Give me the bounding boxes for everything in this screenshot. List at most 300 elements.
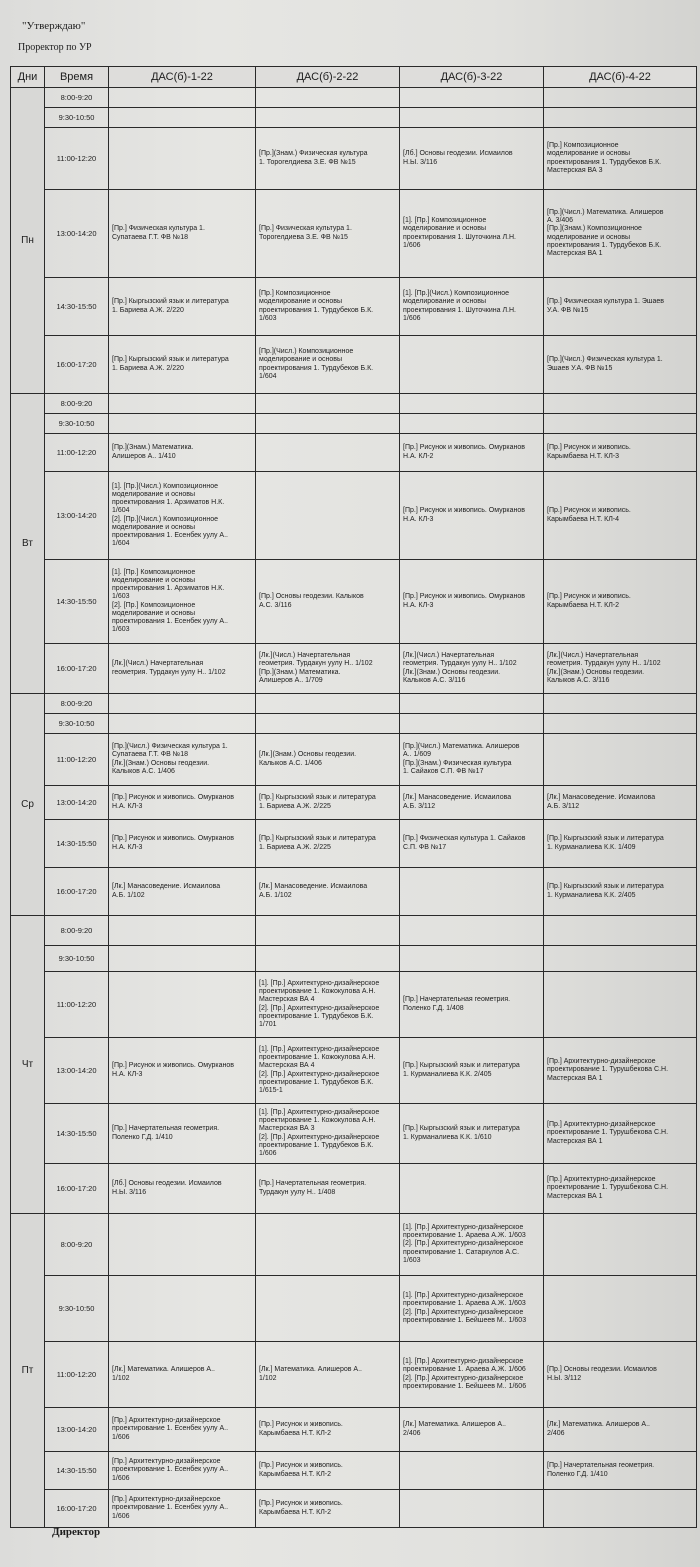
class-cell	[544, 278, 697, 336]
class-cell	[544, 108, 697, 128]
class-entry-line: проектирования 1. Арзиматов Н.К.	[112, 499, 225, 507]
class-entry-line: проектирования 1. Есенбек уулу А..	[112, 531, 228, 539]
class-entry-line: [Пр.] Рисунок и живопись. Омурканов	[403, 593, 526, 601]
class-cell	[109, 1452, 256, 1490]
class-entry-line: Мастерская ВА 3	[259, 1125, 315, 1133]
class-entry-line: Турдакун уулу Н.. 1/408	[259, 1188, 336, 1196]
class-cell	[400, 1490, 544, 1528]
class-cell	[400, 1408, 544, 1452]
class-cell	[400, 108, 544, 128]
class-entry-line: моделирование и основы	[112, 490, 195, 498]
class-entry-line: Карымбаева Н.Т. КЛ-2	[547, 601, 620, 609]
time-slot: 13:00-14:20	[45, 190, 109, 278]
time-slot: 13:00-14:20	[45, 1038, 109, 1104]
class-entry-line: проектирование 1. Кожокулова А.Н.	[259, 1117, 376, 1125]
class-cell	[256, 472, 400, 560]
class-entry-line: [Пр.] Физическая культура 1.	[112, 225, 205, 233]
class-cell	[400, 868, 544, 916]
class-entry-line: Супатаева Г.Т. ФВ №18	[112, 751, 188, 759]
class-cell	[256, 414, 400, 434]
time-slot: 9:30-10:50	[45, 946, 109, 972]
class-cell	[400, 434, 544, 472]
class-cell	[256, 1452, 400, 1490]
class-cell	[109, 394, 256, 414]
table-row	[11, 472, 697, 560]
class-entry-line: 1. Курманалиева К.К. 2/405	[547, 891, 636, 899]
time-slot: 13:00-14:20	[45, 472, 109, 560]
day-label: Чт	[11, 916, 45, 1214]
class-entry-line: моделирование и основы	[259, 298, 342, 306]
class-cell	[544, 190, 697, 278]
table-row	[11, 786, 697, 820]
class-entry-line: 1/606	[403, 314, 421, 322]
class-cell	[256, 560, 400, 644]
class-entry-line: проектирование 1. Турдубеков Б.К.	[259, 1012, 374, 1020]
time-slot: 8:00-9:20	[45, 1214, 109, 1276]
table-header-row	[11, 67, 697, 88]
class-cell	[109, 946, 256, 972]
time-slot: 11:00-12:20	[45, 434, 109, 472]
table-row	[11, 128, 697, 190]
class-cell	[256, 1342, 400, 1408]
class-cell	[400, 1214, 544, 1276]
class-cell	[400, 190, 544, 278]
day-label: Пн	[11, 88, 45, 394]
class-entry-line: проектирования 1. Турдубеков Б.К.	[259, 306, 374, 314]
table-row	[11, 694, 697, 714]
class-cell	[256, 190, 400, 278]
class-cell	[400, 916, 544, 946]
class-cell	[400, 560, 544, 644]
time-slot: 16:00-17:20	[45, 1164, 109, 1214]
class-entry-line: [Пр.](Знам.) Математика.	[259, 668, 341, 676]
time-slot: 16:00-17:20	[45, 868, 109, 916]
class-cell	[256, 1490, 400, 1528]
class-entry-line: Поленко Г.Д. 1/410	[547, 1470, 608, 1478]
class-entry-line: проектирование 1. Араева А.Ж. 1/603	[403, 1300, 526, 1308]
class-cell	[544, 1276, 697, 1342]
class-entry-line: [Лб.] Основы геодезии. Исмаилов	[403, 150, 513, 158]
class-cell	[400, 472, 544, 560]
class-entry-line: Торогелдиева З.Е. ФВ №15	[259, 233, 348, 241]
class-cell	[109, 1214, 256, 1276]
class-entry-line: проектирование 1. Турдубеков Б.К.	[259, 1141, 374, 1149]
class-entry-line: 1/606	[403, 241, 421, 249]
class-cell	[109, 1164, 256, 1214]
class-entry-line: проектирования 1. Шуточкина Л.Н.	[403, 306, 516, 314]
class-cell	[400, 336, 544, 394]
class-entry-line: [1]. [Пр.](Числ.) Композиционное	[403, 290, 509, 298]
time-slot: 14:30-15:50	[45, 1452, 109, 1490]
table-row	[11, 336, 697, 394]
class-entry-line: А.Б. 1/102	[112, 891, 145, 899]
class-entry-line: [Пр.] Архитектурно-дизайнерское	[547, 1121, 656, 1129]
time-slot: 14:30-15:50	[45, 820, 109, 868]
class-cell	[544, 1214, 697, 1276]
class-entry-line: Мастерская ВА 4	[259, 996, 315, 1004]
class-cell	[544, 714, 697, 734]
class-entry-line: [Пр.] Кыргызский язык и литература	[547, 883, 664, 891]
class-cell	[109, 190, 256, 278]
class-entry-line: [Пр.] Архитектурно-дизайнерское	[112, 1496, 221, 1504]
table-row	[11, 394, 697, 414]
class-entry-line: 2/406	[547, 1429, 565, 1437]
class-cell	[109, 128, 256, 190]
class-entry-line: [Пр.] Архитектурно-дизайнерское	[112, 1417, 221, 1425]
class-cell	[400, 734, 544, 786]
class-entry-line: Супатаева Г.Т. ФВ №18	[112, 233, 188, 241]
class-entry-line: [Лк.](Числ.) Начертательная	[259, 652, 351, 660]
table-row	[11, 820, 697, 868]
table-row	[11, 946, 697, 972]
class-entry-line: [Пр.] Архитектурно-дизайнерское	[547, 1176, 656, 1184]
time-slot: 11:00-12:20	[45, 1342, 109, 1408]
class-entry-line: [Пр.] Архитектурно-дизайнерское	[112, 1458, 221, 1466]
class-entry-line: [Пр.] Рисунок и живопись. Омурканов	[403, 507, 526, 515]
class-entry-line: Н.А. КЛ-3	[403, 515, 434, 523]
class-cell	[400, 694, 544, 714]
class-entry-line: [Пр.] Композиционное	[259, 290, 331, 298]
class-entry-line: [Лк.](Знам.) Основы геодезии.	[259, 751, 357, 759]
class-entry-line: [1]. [Пр.] Композиционное	[403, 217, 487, 225]
class-entry-line: Мастерская ВА 1	[547, 249, 603, 257]
table-row	[11, 1164, 697, 1214]
time-slot: 13:00-14:20	[45, 1408, 109, 1452]
class-cell	[400, 820, 544, 868]
table-row	[11, 972, 697, 1038]
day-label: Вт	[11, 394, 45, 694]
class-entry-line: [Пр.] Начертательная геометрия.	[547, 1462, 655, 1470]
class-cell	[400, 88, 544, 108]
class-entry-line: [Лк.](Числ.) Начертательная	[547, 652, 639, 660]
table-row	[11, 1342, 697, 1408]
class-entry-line: проектирование 1. Турдубеков Б.К.	[259, 1078, 374, 1086]
class-entry-line: 1. Курманалиева К.К. 2/405	[403, 1070, 492, 1078]
class-entry-line: проектирование 1. Сатаркулов А.С.	[403, 1248, 520, 1256]
class-cell	[400, 414, 544, 434]
class-cell	[544, 820, 697, 868]
time-slot: 14:30-15:50	[45, 560, 109, 644]
class-entry-line: [Пр.] Кыргызский язык и литература	[403, 1062, 520, 1070]
class-entry-line: [Пр.] Рисунок и живопись.	[259, 1500, 343, 1508]
time-slot: 14:30-15:50	[45, 278, 109, 336]
class-entry-line: 1/606	[112, 1512, 130, 1520]
table-row	[11, 560, 697, 644]
class-entry-line: Мастерская ВА 1	[547, 1137, 603, 1145]
class-cell	[544, 472, 697, 560]
class-cell	[400, 786, 544, 820]
class-entry-line: 1/606	[112, 1433, 130, 1441]
class-entry-line: проектирование 1. Араева А.Ж. 1/606	[403, 1366, 526, 1374]
class-entry-line: [Лк.] Математика. Алишеров А..	[403, 1421, 506, 1429]
class-entry-line: проектирования 1. Шуточкина Л.Н.	[403, 233, 516, 241]
time-slot: 9:30-10:50	[45, 1276, 109, 1342]
class-entry-line: [Пр.] Рисунок и живопись. Омурканов	[112, 1062, 235, 1070]
class-entry-line: геометрия. Турдакун уулу Н.. 1/102	[259, 660, 373, 668]
prorector-label: Проректор по УР	[18, 42, 92, 53]
time-slot: 9:30-10:50	[45, 108, 109, 128]
class-cell	[544, 414, 697, 434]
class-cell	[544, 128, 697, 190]
class-entry-line: [Пр.](Числ.) Физическая культура 1.	[112, 743, 228, 751]
class-cell	[109, 694, 256, 714]
class-entry-line: 1/701	[259, 1020, 277, 1028]
class-cell	[400, 1104, 544, 1164]
class-entry-line: [Пр.] Начертательная геометрия.	[259, 1180, 367, 1188]
class-entry-line: [1]. [Пр.] Архитектурно-дизайнерское	[259, 1108, 380, 1116]
class-cell	[400, 278, 544, 336]
class-entry-line: 1/604	[112, 540, 130, 548]
class-cell	[544, 1490, 697, 1528]
class-entry-line: проектирование 1. Есенбек уулу А..	[112, 1425, 229, 1433]
class-cell	[544, 972, 697, 1038]
class-entry-line: 1. Бариева А.Ж. 2/220	[112, 306, 184, 314]
time-slot: 11:00-12:20	[45, 734, 109, 786]
class-entry-line: [Пр.] Кыргызский язык и литература	[259, 794, 376, 802]
time-slot: 11:00-12:20	[45, 128, 109, 190]
class-entry-line: 1/603	[112, 626, 130, 634]
class-entry-line: проектирование 1. Турушбекова С.Н.	[547, 1066, 669, 1074]
class-entry-line: [2]. [Пр.] Архитектурно-дизайнерское	[403, 1308, 524, 1316]
class-cell	[400, 946, 544, 972]
class-entry-line: А.С. 3/116	[259, 601, 292, 609]
class-cell	[400, 972, 544, 1038]
class-cell	[256, 336, 400, 394]
class-cell	[544, 1408, 697, 1452]
class-entry-line: Мастерская ВА 4	[259, 1062, 315, 1070]
class-entry-line: [Пр.] Рисунок и живопись.	[547, 507, 631, 515]
class-entry-line: 1. Бариева А.Ж. 2/225	[259, 843, 331, 851]
class-entry-line: моделирование и основы	[112, 609, 195, 617]
class-entry-line: проектирования 1. Турдубеков Б.К.	[259, 364, 374, 372]
class-entry-line: 1. Курманалиева К.К. 1/409	[547, 843, 636, 851]
class-entry-line: моделирование и основы	[403, 225, 486, 233]
class-cell	[109, 88, 256, 108]
class-entry-line: [Пр.](Знам.) Физическая культура	[403, 759, 512, 767]
class-cell	[544, 560, 697, 644]
table-row	[11, 1104, 697, 1164]
class-cell	[256, 694, 400, 714]
class-cell	[109, 734, 256, 786]
class-entry-line: 1. Бариева А.Ж. 2/225	[259, 802, 331, 810]
class-cell	[256, 786, 400, 820]
class-entry-line: Алишеров А.. 1/709	[259, 676, 323, 684]
class-entry-line: моделирование и основы	[547, 150, 630, 158]
class-cell	[256, 128, 400, 190]
class-entry-line: Калыков А.С. 3/116	[547, 676, 610, 684]
class-entry-line: Карымбаева Н.Т. КЛ-2	[259, 1508, 332, 1516]
class-cell	[109, 1038, 256, 1104]
class-entry-line: Калыков А.С. 3/116	[403, 676, 466, 684]
class-entry-line: [Лк.] Манасоведение. Исмаилова	[112, 883, 221, 891]
class-entry-line: [Пр.](Числ.) Математика. Алишеров	[403, 743, 520, 751]
class-cell	[256, 644, 400, 694]
class-entry-line: Мастерская ВА 1	[547, 1074, 603, 1082]
class-entry-line: [Пр.](Числ.) Математика. Алишеров	[547, 208, 664, 216]
table-row	[11, 1452, 697, 1490]
class-entry-line: А.Б. 1/102	[259, 891, 292, 899]
class-cell	[256, 108, 400, 128]
class-cell	[109, 434, 256, 472]
class-entry-line: [2]. [Пр.] Архитектурно-дизайнерское	[259, 1133, 380, 1141]
class-cell	[256, 734, 400, 786]
class-entry-line: 1/603	[112, 593, 130, 601]
class-cell	[256, 1038, 400, 1104]
class-entry-line: 1/603	[403, 1256, 421, 1264]
class-entry-line: [Пр.] Физическая культура 1. Эшаев	[547, 298, 664, 306]
class-entry-line: Мастерская ВА 3	[547, 166, 603, 174]
class-entry-line: Калыков А.С. 1/406	[112, 767, 175, 775]
table-row	[11, 1214, 697, 1276]
class-entry-line: [Пр.] Кыргызский язык и литература	[547, 835, 664, 843]
class-cell	[109, 786, 256, 820]
class-cell	[109, 714, 256, 734]
table-row	[11, 868, 697, 916]
class-entry-line: [Пр.] Рисунок и живопись. Омурканов	[403, 444, 526, 452]
time-slot: 14:30-15:50	[45, 1104, 109, 1164]
class-entry-line: Н.А. КЛ-3	[403, 601, 434, 609]
class-entry-line: [1]. [Пр.] Композиционное	[112, 568, 196, 576]
class-entry-line: 1. Курманалиева К.К. 1/610	[403, 1133, 492, 1141]
class-entry-line: проектирование 1. Турушбекова С.Н.	[547, 1129, 669, 1137]
header-group-3: ДАС(б)-3-22	[400, 67, 544, 88]
class-entry-line: Н.А. КЛ-3	[112, 843, 143, 851]
class-entry-line: Мастерская ВА 1	[547, 1192, 603, 1200]
class-entry-line: [Лк.] Математика. Алишеров А..	[112, 1366, 215, 1374]
table-row	[11, 1490, 697, 1528]
class-entry-line: Н.А. КЛ-3	[112, 1070, 143, 1078]
class-entry-line: [Лк.] Манасоведение. Исмаилова	[403, 794, 512, 802]
class-cell	[109, 916, 256, 946]
class-entry-line: [Пр.](Числ.) Композиционное	[259, 348, 354, 356]
table-row	[11, 1038, 697, 1104]
class-entry-line: [Лк.](Числ.) Начертательная	[403, 652, 495, 660]
time-slot: 13:00-14:20	[45, 786, 109, 820]
class-entry-line: [Пр.](Числ.) Физическая культура 1.	[547, 356, 663, 364]
class-cell	[400, 714, 544, 734]
class-entry-line: Н.А. КЛ-3	[112, 802, 143, 810]
class-entry-line: [2]. [Пр.] Архитектурно-дизайнерское	[403, 1374, 524, 1382]
approval-stamp: "Утверждаю"	[22, 20, 86, 32]
class-entry-line: Поленко Г.Д. 1/410	[112, 1133, 173, 1141]
schedule-body	[11, 88, 697, 1528]
class-cell	[109, 414, 256, 434]
class-cell	[256, 278, 400, 336]
class-entry-line: 1/604	[259, 372, 277, 380]
class-cell	[256, 88, 400, 108]
class-cell	[400, 128, 544, 190]
header-group-2: ДАС(б)-2-22	[256, 67, 400, 88]
class-cell	[544, 336, 697, 394]
class-cell	[109, 1408, 256, 1452]
class-cell	[544, 1452, 697, 1490]
table-row	[11, 916, 697, 946]
class-entry-line: 1/603	[259, 314, 277, 322]
class-cell	[544, 734, 697, 786]
time-slot: 16:00-17:20	[45, 644, 109, 694]
class-entry-line: [Пр.] Начертательная геометрия.	[112, 1125, 220, 1133]
class-cell	[256, 1104, 400, 1164]
class-entry-line: С.П. ФВ №17	[403, 843, 447, 851]
class-entry-line: Н.Ы. 3/116	[112, 1188, 147, 1196]
time-slot: 8:00-9:20	[45, 916, 109, 946]
table-row	[11, 644, 697, 694]
director-label: Директор	[52, 1526, 101, 1538]
class-entry-line: [Лк.](Знам.) Основы геодезии.	[547, 668, 645, 676]
schedule-table	[10, 66, 697, 1528]
class-entry-line: [Пр.] Кыргызский язык и литература	[259, 835, 376, 843]
class-entry-line: [2]. [Пр.](Числ.) Композиционное	[112, 515, 218, 523]
class-cell	[256, 1164, 400, 1214]
class-cell	[400, 1164, 544, 1214]
table-row	[11, 190, 697, 278]
class-cell	[400, 1038, 544, 1104]
class-cell	[544, 946, 697, 972]
class-entry-line: А. 3/406	[547, 217, 574, 225]
class-cell	[400, 1452, 544, 1490]
class-entry-line: А.Б. 3/112	[403, 802, 436, 810]
class-cell	[109, 1490, 256, 1528]
class-cell	[109, 1276, 256, 1342]
class-cell	[256, 868, 400, 916]
class-cell	[109, 108, 256, 128]
class-cell	[256, 714, 400, 734]
class-cell	[544, 644, 697, 694]
class-entry-line: проектирование 1. Есенбек уулу А..	[112, 1466, 229, 1474]
class-cell	[256, 434, 400, 472]
class-entry-line: А.. 1/609	[403, 751, 432, 759]
class-entry-line: [Пр.] Кыргызский язык и литература	[112, 356, 229, 364]
class-entry-line: [Пр.] Начертательная геометрия.	[403, 996, 511, 1004]
class-entry-line: проектирование 1. Турушбекова С.Н.	[547, 1184, 669, 1192]
class-cell	[109, 336, 256, 394]
class-entry-line: Карымбаева Н.Т. КЛ-4	[547, 515, 620, 523]
class-entry-line: [Пр.](Знам.) Математика.	[112, 444, 194, 452]
class-entry-line: Эшаев У.А. ФВ №15	[547, 364, 613, 372]
class-entry-line: проектирование 1. Бейшеев М.. 1/606	[403, 1382, 527, 1390]
class-entry-line: [Пр.] Рисунок и живопись.	[547, 444, 631, 452]
class-entry-line: [2]. [Пр.] Архитектурно-дизайнерское	[403, 1240, 524, 1248]
class-entry-line: проектирование 1. Араева А.Ж. 1/603	[403, 1232, 526, 1240]
class-cell	[544, 1104, 697, 1164]
class-entry-line: проектирования 1. Арзиматов Н.К.	[112, 585, 225, 593]
header-group-1: ДАС(б)-1-22	[109, 67, 256, 88]
class-entry-line: [Лк.] Манасоведение. Исмаилова	[259, 883, 368, 891]
time-slot: 16:00-17:20	[45, 1490, 109, 1528]
class-entry-line: [Пр.] Рисунок и живопись. Омурканов	[112, 794, 235, 802]
class-cell	[400, 394, 544, 414]
class-cell	[544, 88, 697, 108]
class-entry-line: Н.А. КЛ-2	[403, 452, 434, 460]
class-entry-line: [Лк.] Манасоведение. Исмаилова	[547, 794, 656, 802]
class-entry-line: [Лк.] Математика. Алишеров А..	[259, 1366, 362, 1374]
class-entry-line: [1]. [Пр.] Архитектурно-дизайнерское	[403, 1223, 524, 1231]
table-row	[11, 434, 697, 472]
class-entry-line: 1/102	[112, 1374, 130, 1382]
class-entry-line: Н.Ы. 3/112	[547, 1374, 582, 1382]
class-entry-line: [Лк.](Числ.) Начертательная	[112, 660, 204, 668]
class-cell	[109, 868, 256, 916]
class-entry-line: [Пр.] Рисунок и живопись.	[259, 1462, 343, 1470]
table-row	[11, 414, 697, 434]
header-group-4: ДАС(б)-4-22	[544, 67, 697, 88]
class-entry-line: 1/606	[112, 1474, 130, 1482]
class-cell	[256, 916, 400, 946]
class-cell	[109, 472, 256, 560]
day-label: Пт	[11, 1214, 45, 1528]
time-slot: 8:00-9:20	[45, 88, 109, 108]
table-row	[11, 88, 697, 108]
